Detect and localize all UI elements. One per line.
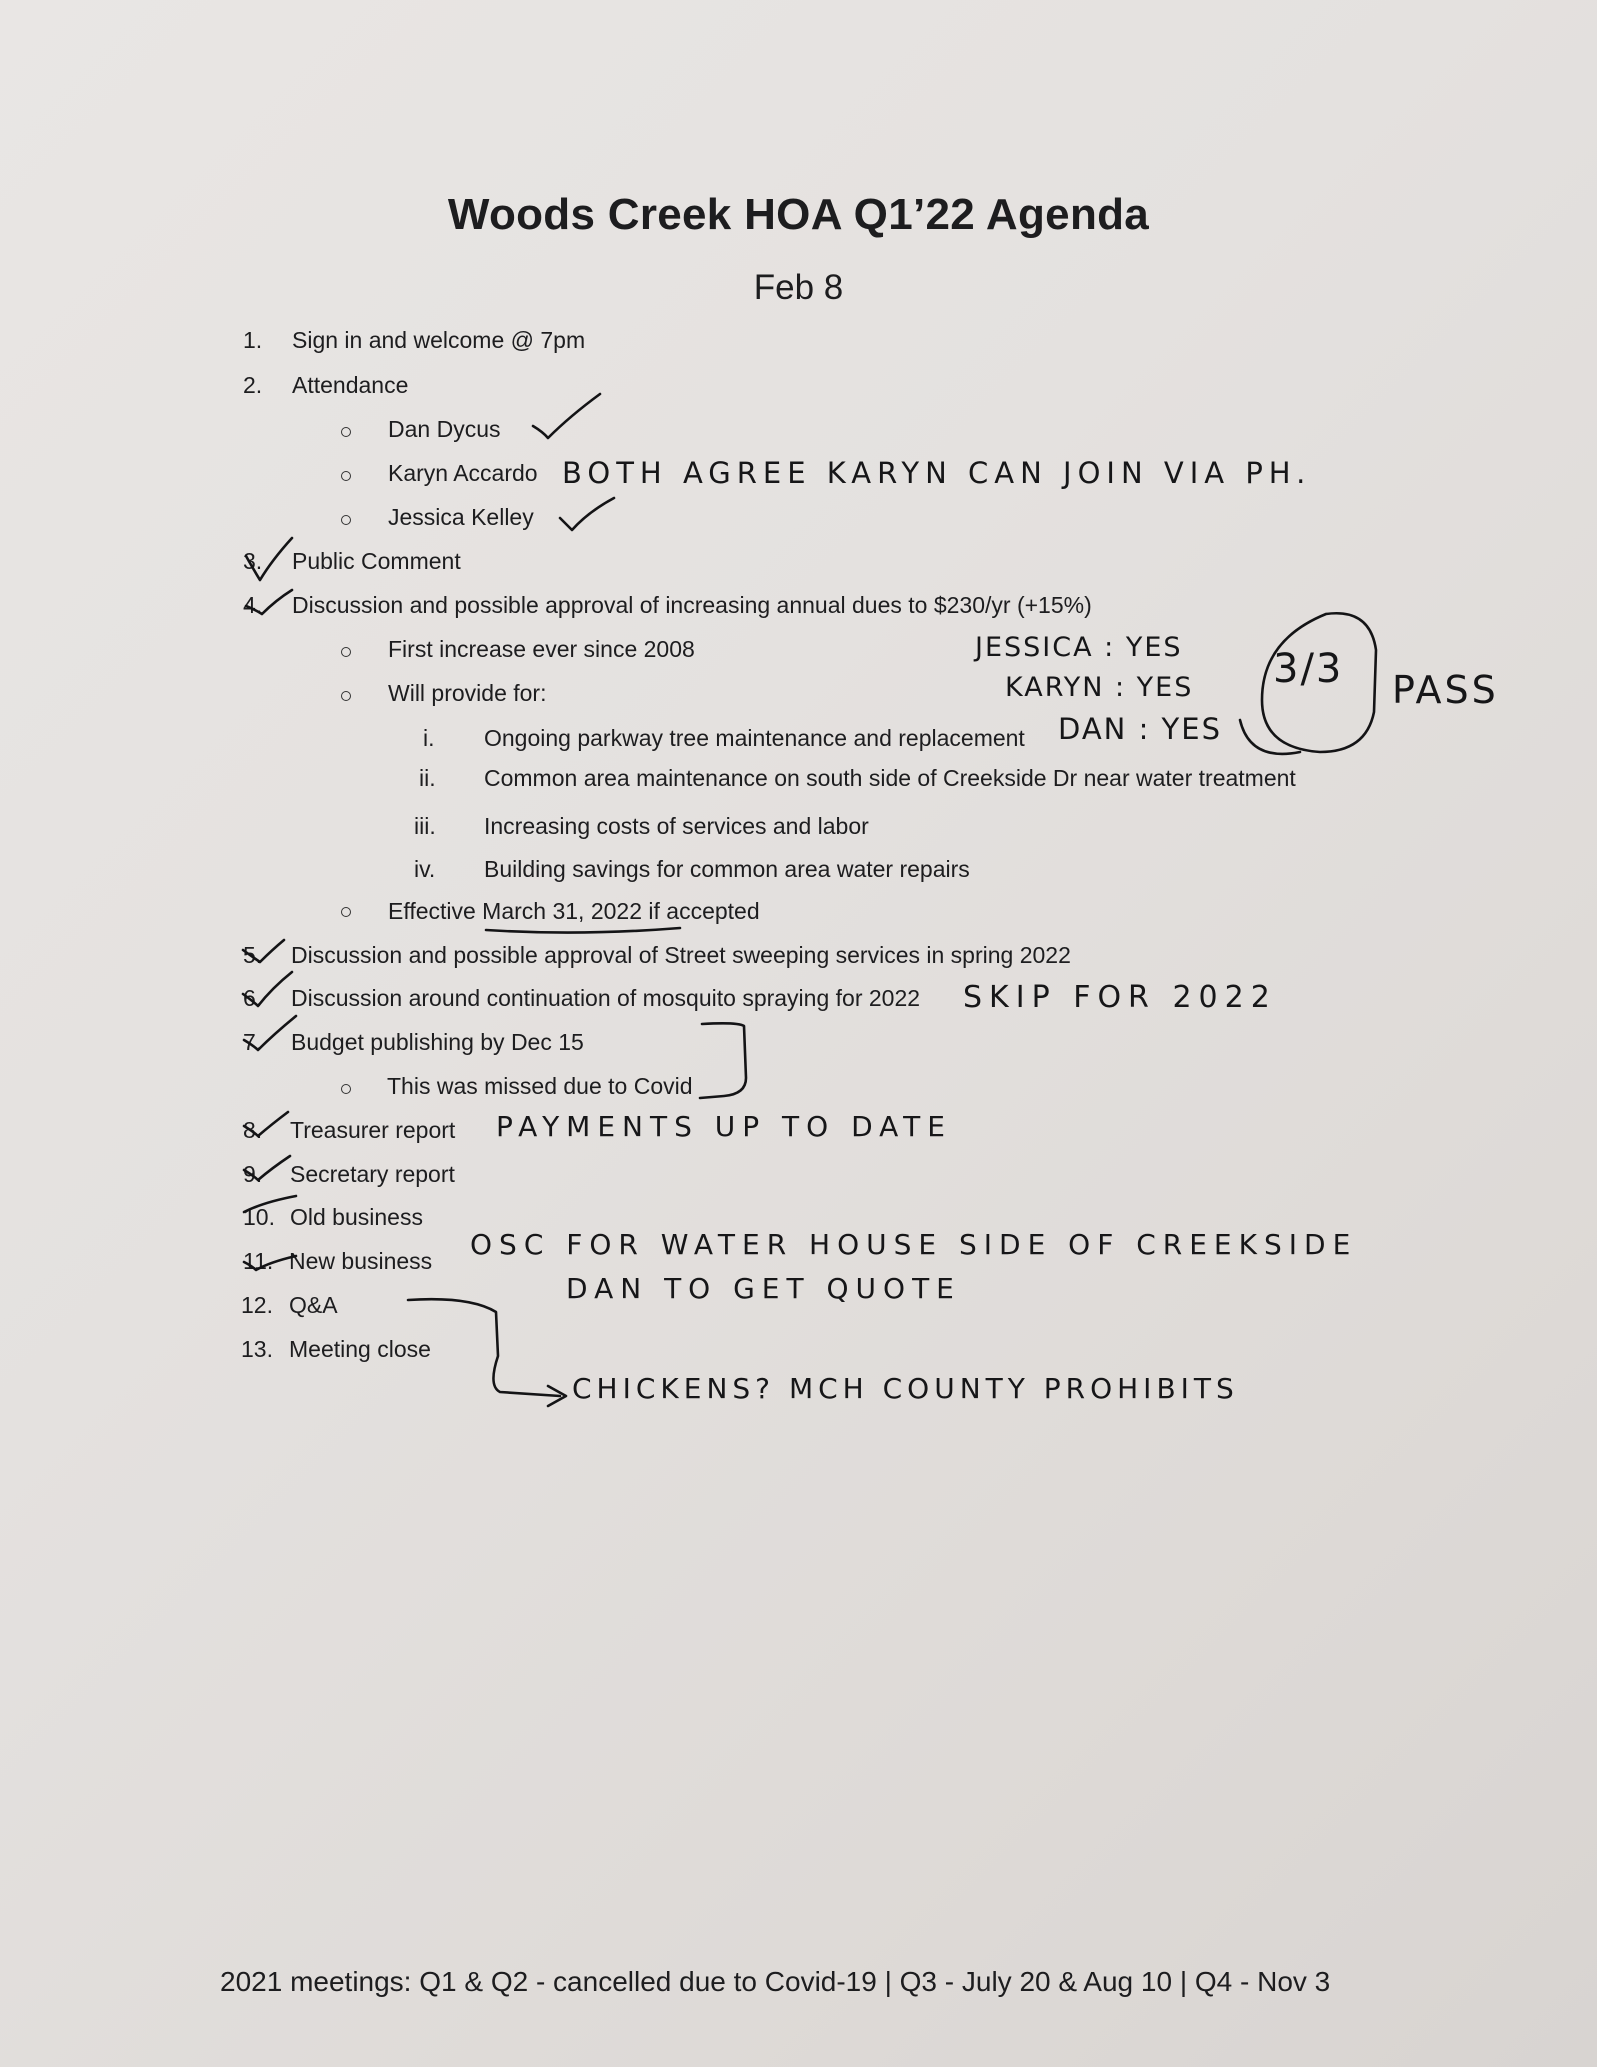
effective-date-underline bbox=[486, 928, 680, 933]
roman-numeral: i. bbox=[423, 725, 435, 751]
item-number: 13. bbox=[241, 1336, 273, 1362]
agenda-item-old-business: Old business bbox=[290, 1204, 423, 1230]
budget-missed-note: This was missed due to Covid bbox=[387, 1073, 693, 1099]
handwritten-vote-result: PASS bbox=[1392, 668, 1499, 712]
dues-effective-date: Effective March 31, 2022 if accepted bbox=[388, 898, 760, 924]
handwritten-karyn-note: BOTH AGREE KARYN CAN JOIN VIA PH. bbox=[562, 456, 1312, 490]
agenda-item-street-sweeping: Discussion and possible approval of Street sweeping services in spring 2022 bbox=[291, 942, 1071, 968]
check-mark-icon bbox=[533, 394, 600, 438]
handwritten-new-business-line1: OSC FOR WATER HOUSE SIDE OF CREEKSIDE bbox=[470, 1228, 1358, 1261]
agenda-item-qa: Q&A bbox=[289, 1292, 338, 1318]
arrow-head-icon bbox=[548, 1386, 566, 1406]
handwritten-vote-tally: 3/3 bbox=[1273, 646, 1344, 692]
provides-common-area: Common area maintenance on south side of Creekside Dr near water treatment bbox=[484, 765, 1296, 791]
agenda-item-meeting-close: Meeting close bbox=[289, 1336, 431, 1362]
vote-underline-swoosh bbox=[1240, 720, 1300, 754]
agenda-item-attendance: Attendance bbox=[292, 372, 409, 398]
check-mark-icon bbox=[560, 498, 614, 530]
bullet-icon bbox=[341, 907, 351, 917]
dues-will-provide: Will provide for: bbox=[388, 680, 547, 706]
bullet-icon bbox=[341, 515, 351, 525]
agenda-item-budget: Budget publishing by Dec 15 bbox=[291, 1029, 584, 1055]
attendee-jessica: Jessica Kelley bbox=[388, 504, 534, 530]
handwritten-vote-dan: DAN : YES bbox=[1058, 712, 1223, 746]
agenda-item-new-business: New business bbox=[289, 1248, 433, 1274]
item-number: 9. bbox=[243, 1161, 263, 1187]
item-number: 11. bbox=[243, 1248, 274, 1274]
budget-bracket bbox=[700, 1023, 746, 1098]
agenda-item-dues: Discussion and possible approval of increasing annual dues to $230/yr (+15%) bbox=[292, 592, 1092, 618]
handwritten-qa-note: CHICKENS? MCH COUNTY PROHIBITS bbox=[572, 1372, 1239, 1405]
handwritten-vote-karyn: KARYN : YES bbox=[1005, 672, 1194, 703]
meeting-date: Feb 8 bbox=[753, 268, 844, 307]
item-number: 1. bbox=[243, 327, 263, 353]
roman-numeral: iii. bbox=[414, 813, 436, 839]
item-number: 7. bbox=[243, 1029, 263, 1055]
agenda-item-sign-in: Sign in and welcome @ 7pm bbox=[292, 327, 586, 353]
agenda-item-mosquito: Discussion around continuation of mosquito spraying for 2022 bbox=[291, 985, 921, 1011]
dues-first-increase: First increase ever since 2008 bbox=[388, 636, 695, 662]
roman-numeral: iv. bbox=[414, 856, 436, 882]
agenda-item-secretary: Secretary report bbox=[290, 1161, 455, 1187]
item-number: 3. bbox=[243, 548, 263, 574]
bullet-icon bbox=[341, 471, 351, 481]
provides-savings: Building savings for common area water repairs bbox=[484, 856, 970, 882]
provides-tree: Ongoing parkway tree maintenance and replacement bbox=[484, 725, 1025, 751]
attendee-karyn: Karyn Accardo bbox=[388, 460, 538, 486]
item-number: 5. bbox=[243, 942, 263, 968]
provides-costs: Increasing costs of services and labor bbox=[484, 813, 869, 839]
handwritten-mosquito-note: SKIP FOR 2022 bbox=[963, 980, 1277, 1015]
agenda-item-treasurer: Treasurer report bbox=[290, 1117, 456, 1143]
bullet-icon bbox=[341, 1084, 351, 1094]
handwritten-new-business-line2: DAN TO GET QUOTE bbox=[566, 1272, 961, 1305]
item-number: 12. bbox=[241, 1292, 273, 1318]
bullet-icon bbox=[341, 691, 351, 701]
footer-2021-meetings: 2021 meetings: Q1 & Q2 - cancelled due to Covid-19 | Q3 - July 20 & Aug 10 | Q4 - Nov 3 bbox=[220, 1966, 1331, 1997]
attendee-dan: Dan Dycus bbox=[388, 416, 501, 442]
item-number: 10. bbox=[243, 1204, 275, 1230]
roman-numeral: ii. bbox=[419, 765, 436, 791]
item-number: 6. bbox=[243, 985, 263, 1011]
handwritten-vote-jessica: JESSICA : YES bbox=[975, 632, 1183, 663]
agenda-item-public-comment: Public Comment bbox=[292, 548, 461, 574]
item-number: 8. bbox=[243, 1117, 263, 1143]
page-title: Woods Creek HOA Q1’22 Agenda bbox=[447, 190, 1150, 239]
bullet-icon bbox=[341, 647, 351, 657]
handwritten-treasurer-note: PAYMENTS UP TO DATE bbox=[496, 1110, 952, 1143]
bullet-icon bbox=[341, 427, 351, 437]
item-number: 2. bbox=[243, 372, 263, 398]
item-number: 4. bbox=[243, 592, 263, 618]
